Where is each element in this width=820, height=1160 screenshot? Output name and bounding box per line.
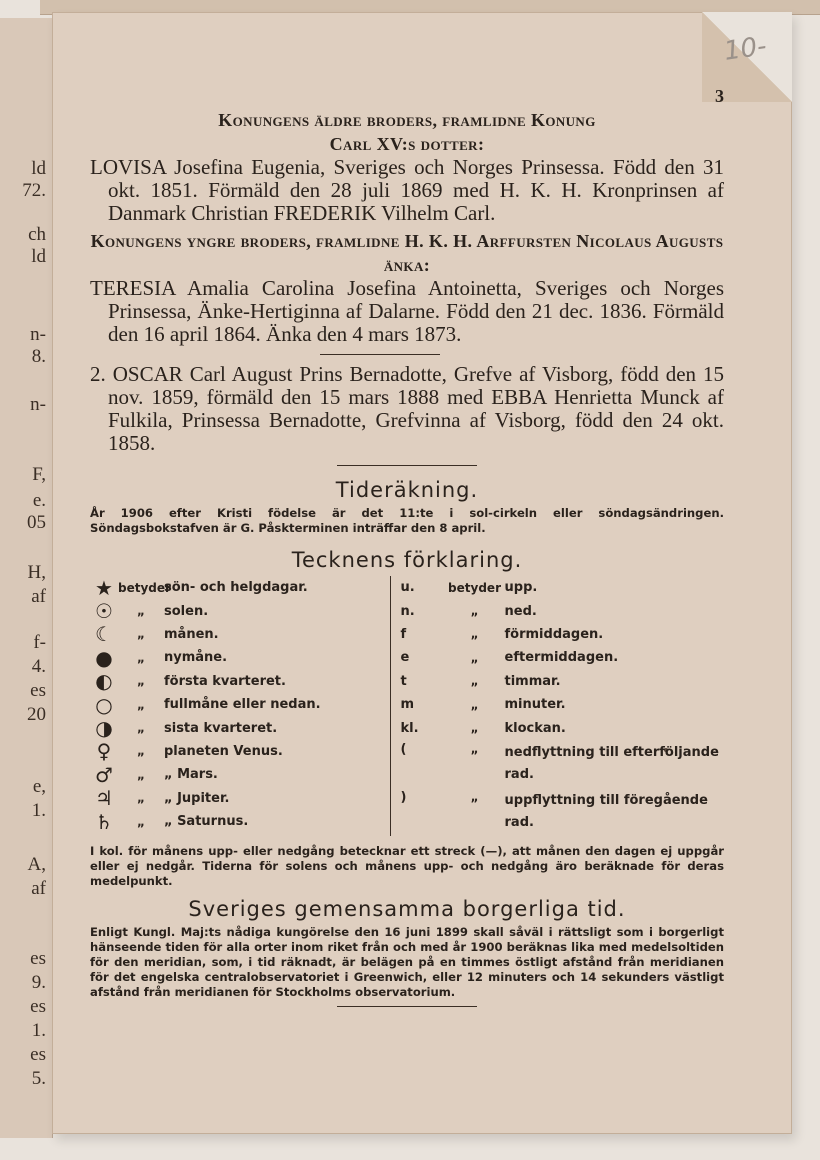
margin-fragment: A, xyxy=(27,854,46,875)
first-quarter-icon: ◐ xyxy=(95,669,113,694)
margin-fragment: n- xyxy=(30,394,46,415)
legend-ditto: „ xyxy=(470,674,479,689)
margin-fragment: e. xyxy=(32,490,46,511)
end-rule xyxy=(337,1006,477,1007)
legend-row xyxy=(90,576,390,599)
legend-text: timmar. xyxy=(504,673,561,689)
legend-abbr: kl. xyxy=(400,720,419,736)
symbol-legend xyxy=(90,576,724,836)
legend-abbr: t xyxy=(400,673,407,689)
legend-text: „ Mars. xyxy=(164,767,218,783)
margin-fragment: 8. xyxy=(31,346,46,367)
new-moon-icon: ● xyxy=(95,645,113,670)
venus-icon: ♀ xyxy=(96,739,112,764)
legend-text: fullmåne eller nedan. xyxy=(164,697,321,713)
margin-fragment: e, xyxy=(32,776,46,797)
margin-fragment: F, xyxy=(32,464,46,485)
legend-row xyxy=(90,740,390,763)
legend-ditto: „ xyxy=(470,604,479,619)
last-quarter-icon: ◑ xyxy=(95,716,113,741)
legend-text: planeten Venus. xyxy=(164,743,283,759)
legend-ditto: „ xyxy=(470,627,479,642)
legend-row xyxy=(399,646,724,669)
margin-fragment: ch xyxy=(28,224,46,245)
legend-abbr: n. xyxy=(400,603,415,619)
legend-row xyxy=(90,810,390,833)
legend-row xyxy=(90,599,390,622)
margin-fragment: es xyxy=(30,680,46,701)
margin-fragment: af xyxy=(31,586,46,607)
legend-text: upp. xyxy=(504,580,538,596)
legend-ditto: „ xyxy=(137,744,145,759)
jupiter-icon: ♃ xyxy=(95,786,113,811)
legend-row xyxy=(399,599,724,622)
legend-ditto: „ xyxy=(137,814,145,829)
star-icon: ★ xyxy=(95,575,113,600)
legend-text: klockan. xyxy=(504,720,566,736)
margin-fragment: 72. xyxy=(22,180,46,201)
tecknens-title: Tecknens förklaring. xyxy=(291,548,523,572)
full-moon-icon: ○ xyxy=(95,692,113,717)
legend-ditto: „ xyxy=(470,697,479,712)
legend-row xyxy=(90,646,390,669)
borgerliga-text: Enligt Kungl. Maj:ts nådiga kungörelse den 16 juni 1899 skall såväl i rättsligt som i borgerligt hänseende tiden för alla orter inom riket från och med år 1900 beräknas lika med medelsoltiden för den meridian, som, i tid räknadt, är belägen på en timmes östligt afstånd från meridianen för det engelska centralobservatoriet i Greenwich, eller 12 minuters och 14 sekunders västligt afstånd från meridianen för Stockholms observatorium. xyxy=(90,924,724,999)
margin-fragment: es xyxy=(30,1044,46,1065)
legend-abbr: ) xyxy=(400,789,407,805)
margin-fragment: n- xyxy=(30,324,46,345)
legend-row xyxy=(399,693,724,716)
legend-text: „ Saturnus. xyxy=(164,814,249,830)
legend-row xyxy=(90,670,390,693)
legend-row xyxy=(90,763,390,786)
legend-text: första kvarteret. xyxy=(164,673,286,689)
legend-row xyxy=(399,623,724,646)
page-content xyxy=(90,108,724,1007)
royal-heading-elder-brother: Konungens äldre broders, framlidne Konung xyxy=(218,110,596,130)
legend-row xyxy=(90,787,390,810)
legend-abbr: ( xyxy=(400,741,407,757)
page-number: 3 xyxy=(715,86,724,106)
royal-heading-younger-brother: Konungens yngre broders, framlidne H. K. H. Arffursten Nicolaus Augusts änka: xyxy=(90,231,724,275)
legend-row xyxy=(399,788,724,836)
legend-text: uppflyttning till föregående rad. xyxy=(504,792,708,830)
legend-row xyxy=(399,670,724,693)
legend-ditto: betyder xyxy=(448,580,501,595)
legend-ditto: „ xyxy=(137,650,145,665)
mars-icon: ♂ xyxy=(95,762,113,787)
legend-text: solen. xyxy=(164,603,209,619)
margin-fragment: H, xyxy=(27,562,46,583)
legend-row xyxy=(399,740,724,788)
legend-text: nedflyttning till efterföljande rad. xyxy=(504,744,719,782)
margin-fragment: f- xyxy=(33,632,46,653)
legend-ditto: „ xyxy=(137,674,145,689)
legend-ditto: „ xyxy=(137,767,145,782)
tiderakning-title: Tideräkning. xyxy=(335,478,479,502)
borgerliga-title: Sveriges gemensamma borgerliga tid. xyxy=(188,896,626,921)
margin-fragment: es xyxy=(30,948,46,969)
margin-fragment: af xyxy=(31,878,46,899)
legend-text: förmiddagen. xyxy=(504,626,604,642)
sun-icon: ☉ xyxy=(95,599,113,624)
moon-icon: ☾ xyxy=(95,622,113,647)
legend-abbr: u. xyxy=(400,580,415,596)
pencil-note: 10- xyxy=(721,31,768,67)
margin-fragment: 1. xyxy=(31,1020,46,1041)
margin-fragment: es xyxy=(30,996,46,1017)
legend-text: minuter. xyxy=(504,697,566,713)
entry-lovisa: LOVISA Josefina Eugenia, Sveriges och Norges Prinsessa. Född den 31 okt. 1851. Förmäld den 28 juli 1869 med H. K. H. Kronprinsen af Danmark Christian FREDERIK Vilhelm Carl. xyxy=(90,155,724,225)
saturn-icon: ♄ xyxy=(95,809,113,834)
legend-text: „ Jupiter. xyxy=(164,790,230,806)
legend-row xyxy=(90,716,390,739)
legend-ditto: „ xyxy=(137,697,145,712)
legend-ditto: „ xyxy=(470,741,479,756)
margin-fragment: 05 xyxy=(27,512,46,533)
entry-teresia: TERESIA Amalia Carolina Josefina Antoinetta, Sveriges och Norges Prinsessa, Änke-Hertiginna af Dalarne. Född den 21 dec. 1836. Förmäld den 16 april 1864. Änka den 4 mars 1873. xyxy=(90,276,724,346)
margin-fragment: 4. xyxy=(31,656,46,677)
margin-fragment: 9. xyxy=(31,972,46,993)
moon-footnote: I kol. för månens upp- eller nedgång betecknar ett streck (—), att månen den dagen ej uppgår eller ej nedgår. Tiderna för solens och månens upp- och nedgång äro beräknade för deras medelpunkt. xyxy=(90,843,724,888)
legend-ditto: „ xyxy=(137,627,145,642)
legend-abbr: f xyxy=(400,626,407,642)
margin-fragment: 1. xyxy=(31,800,46,821)
legend-ditto: betyder xyxy=(118,580,171,595)
legend-text: ned. xyxy=(504,603,537,619)
margin-fragment: ld xyxy=(31,246,46,267)
legend-text: eftermiddagen. xyxy=(504,650,619,666)
section-rule xyxy=(337,465,477,466)
symbol-column xyxy=(90,576,390,836)
margin-fragment: ld xyxy=(31,158,46,179)
legend-ditto: „ xyxy=(470,650,479,665)
legend-row xyxy=(399,576,724,599)
margin-fragment: 20 xyxy=(27,704,46,725)
legend-ditto: „ xyxy=(470,789,479,804)
legend-ditto: „ xyxy=(137,604,145,619)
legend-row xyxy=(90,693,390,716)
legend-ditto: „ xyxy=(137,721,145,736)
legend-row xyxy=(399,716,724,739)
legend-row xyxy=(90,623,390,646)
legend-text: nymåne. xyxy=(164,650,228,666)
legend-text: sista kvarteret. xyxy=(164,720,278,736)
legend-text: sön- och helgdagar. xyxy=(164,580,308,596)
almanac-page xyxy=(52,12,792,1134)
legend-ditto: „ xyxy=(470,721,479,736)
short-rule xyxy=(320,354,440,355)
legend-text: månen. xyxy=(164,626,219,642)
abbreviation-column xyxy=(390,576,724,836)
legend-abbr: m xyxy=(400,697,415,713)
entry-oscar: 2. OSCAR Carl August Prins Bernadotte, Grefve af Visborg, född den 15 nov. 1859, förmäld den 15 mars 1888 med EBBA Henrietta Munck af Fulkila, Prinsessa Bernadotte, Grefvinna af Visborg, född den 24 okt. 1858. xyxy=(90,362,724,455)
margin-fragment: 5. xyxy=(31,1068,46,1089)
tiderakning-text: År 1906 efter Kristi födelse är det 11:te i sol-cirkeln eller söndagsändringen. Söndagsbokstafven är G. Påskterminen inträffar den 8 april. xyxy=(90,506,724,535)
legend-abbr: e xyxy=(400,650,410,666)
previous-page-margin xyxy=(0,18,53,1138)
legend-ditto: „ xyxy=(137,791,145,806)
royal-heading-daughter: Carl XV:s dotter: xyxy=(329,134,485,154)
